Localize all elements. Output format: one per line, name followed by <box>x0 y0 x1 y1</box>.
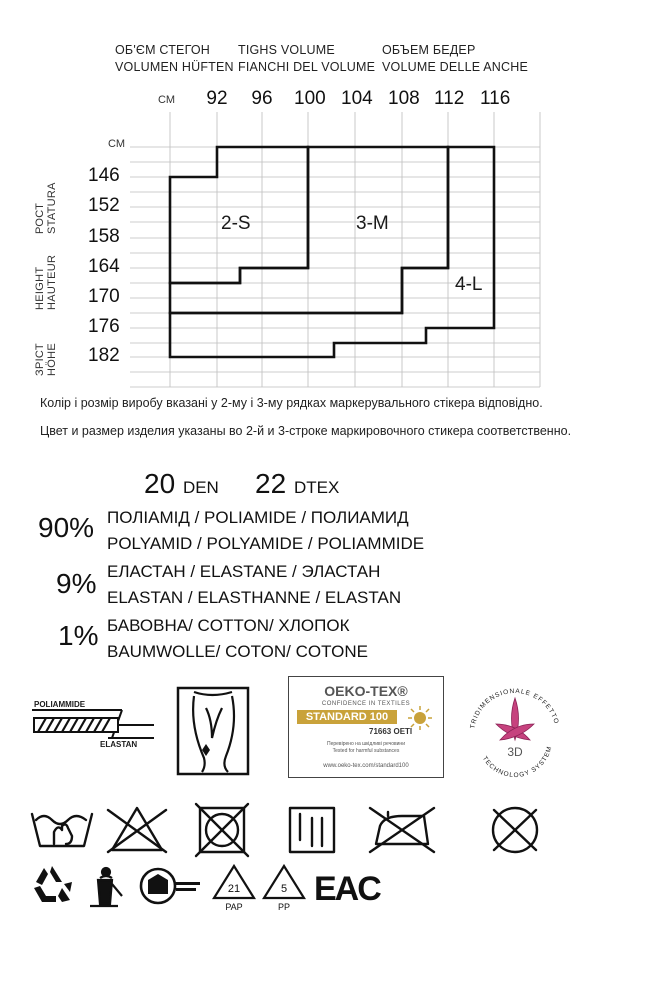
height-unit: СМ <box>108 138 125 150</box>
fiber-top-label: POLIAMMIDE <box>34 700 86 709</box>
height-tick: 182 <box>88 345 120 366</box>
oeko-title: OEKO-TEX® <box>324 683 408 699</box>
note-ru: Цвет и размер изделия указаны во 2-й и 3-строке маркировочного стикера соответственно. <box>40 424 572 438</box>
side-label-3-line-1: ЗРІСТ <box>34 343 46 376</box>
composition-line-3b: BAUMWOLLE/ COTON/ COTONE <box>107 642 369 661</box>
dtex-value: 22 <box>255 468 287 499</box>
hips-unit: СМ <box>158 94 175 106</box>
pp-num: 5 <box>280 883 288 895</box>
oeko-code: 71663 OETI <box>369 727 413 736</box>
header-col-2-line-2: FIANCHI DEL VOLUME <box>238 60 376 74</box>
header-col-3-line-2: VOLUME DELLE ANCHE <box>382 60 529 74</box>
size-region-3-m <box>170 147 448 313</box>
size-label-3-m: 3-M <box>356 213 389 234</box>
recycling-symbols <box>0 860 660 920</box>
header-col-1-line-1: ОБ'ЄМ СТЕГОН <box>115 43 210 57</box>
no-dry-clean-icon <box>493 808 537 852</box>
hips-tick: 112 <box>434 88 465 109</box>
recycle-icon <box>34 866 72 902</box>
eac-mark-icon: EAC <box>314 870 380 908</box>
pap-num: 21 <box>227 883 241 895</box>
tri-3d-text: 3D <box>507 745 523 759</box>
care-symbols <box>0 800 660 860</box>
no-bleach-icon <box>108 808 166 852</box>
size-label-4-l: 4-L <box>455 274 483 295</box>
composition-percent-1: 90% <box>38 512 95 543</box>
hips-tick: 108 <box>388 88 420 109</box>
note-ua: Колір і розмір виробу вказані у 2-му і 3-му рядках маркерувального стікера відповідно. <box>40 396 543 410</box>
hips-tick: 116 <box>480 88 511 109</box>
fiber-bottom-label: ELASTAN <box>100 740 138 749</box>
height-tick: 146 <box>88 165 120 186</box>
header-col-1-line-2: VOLUMEN HÜFTEN <box>115 60 234 74</box>
pp-5-icon <box>264 866 304 912</box>
tri-bottom-text: TECHNOLOGY SYSTEM <box>480 745 554 780</box>
hips-tick: 96 <box>251 88 273 109</box>
height-tick: 176 <box>88 316 120 337</box>
line-dry-icon <box>290 808 334 852</box>
size-chart <box>0 0 660 400</box>
pap-label: PAP <box>225 902 243 912</box>
no-iron-icon <box>370 808 434 852</box>
tri-top-text: TRIDIMENSIONALE EFFETTO <box>469 687 560 730</box>
side-label-3-line-2: HÖHE <box>46 343 58 376</box>
header-col-3-line-1: ОБЪЕМ БЕДЕР <box>382 43 476 57</box>
tights-icon <box>176 686 250 776</box>
side-label-2-line-2: HAUTEUR <box>46 254 58 310</box>
no-tumble-dry-icon <box>196 804 248 856</box>
hips-tick: 104 <box>341 88 373 109</box>
height-tick: 152 <box>88 195 120 216</box>
hips-tick: 100 <box>294 88 326 109</box>
height-tick: 158 <box>88 226 120 247</box>
pp-label: PP <box>277 902 291 912</box>
header-col-2-line-1: TIGHS VOLUME <box>238 43 335 57</box>
composition-line-2a: ЕЛАСТАН / ELASTANE / ЭЛАСТАН <box>107 562 381 581</box>
recycle-box-icon <box>141 869 200 903</box>
height-tick: 164 <box>88 256 120 277</box>
hips-tick: 92 <box>206 88 228 109</box>
side-label-2-line-1: HEIGHT <box>34 266 46 310</box>
fiber-blend-icon <box>30 708 160 748</box>
oeko-tested-2: Tested for harmful substances <box>332 748 400 754</box>
oeko-tex-logo <box>288 676 444 778</box>
oeko-sub: CONFIDENCE IN TEXTILES <box>321 701 411 707</box>
side-label-1-line-1: РОСТ <box>34 202 46 234</box>
pap-21-icon <box>214 866 254 912</box>
size-region-4-l <box>170 147 494 357</box>
composition-percent-3: 1% <box>58 620 99 651</box>
oeko-standard: STANDARD 100 <box>297 710 397 724</box>
side-label-1-line-2: STATURA <box>46 182 58 234</box>
den-unit: DEN <box>182 478 219 497</box>
composition-line-1a: ПОЛІАМІД / POLIAMIDE / ПОЛИАМИД <box>107 508 409 527</box>
density-den <box>144 468 219 500</box>
composition-percent-2: 9% <box>56 568 97 599</box>
size-label-2-s: 2-S <box>221 213 251 234</box>
density-dtex <box>255 468 339 500</box>
composition-line-1b: POLYAMID / POLYAMIDE / POLIAMMIDE <box>107 534 425 553</box>
composition-line-2b: ELASTAN / ELASTHANNE / ELASTAN <box>107 588 402 607</box>
oeko-tested: Перевірено на шкідливі речовини <box>326 741 405 747</box>
hand-wash-icon <box>32 814 92 846</box>
den-value: 20 <box>144 468 176 499</box>
trash-bin-icon <box>90 868 122 906</box>
dtex-unit: DTEX <box>293 478 340 497</box>
composition-line-3a: БАВОВНА/ COTTON/ ХЛОПОК <box>107 616 350 635</box>
height-tick: 170 <box>88 286 120 307</box>
oeko-url: www.oeko-tex.com/standard100 <box>323 763 409 769</box>
3d-technology-icon <box>460 676 570 786</box>
